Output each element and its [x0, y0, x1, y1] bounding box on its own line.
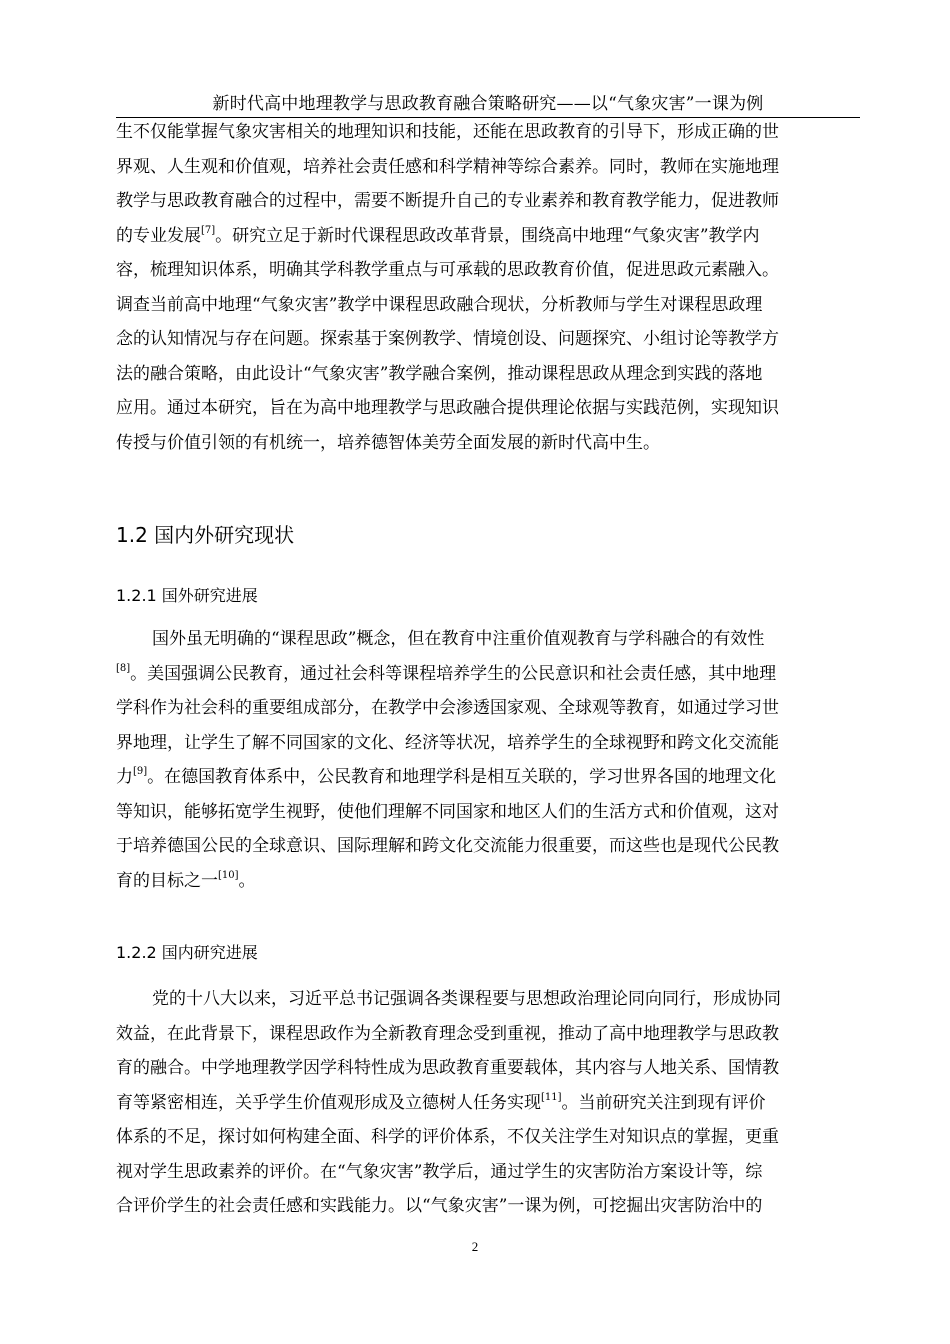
paragraph-foreign-research	[116, 622, 862, 898]
text-line: 应用。通过本研究，旨在为高中地理教学与思政融合提供理论依据与实践范例，实现知识	[116, 398, 779, 418]
citation-ref: [7]	[201, 224, 216, 236]
text-fragment: 力	[116, 767, 133, 787]
citation-ref: [10]	[218, 869, 239, 881]
text-fragment: 的专业发展	[116, 225, 201, 246]
citation-ref: [11]	[541, 1091, 562, 1103]
section-heading-1-2: 1.2 国内外研究现状	[116, 523, 295, 547]
text-line: 容，梳理知识体系，明确其学科教学重点与可承载的思政教育价值，促进思政元素融入。	[116, 260, 779, 280]
text-line	[116, 864, 862, 899]
citation-ref: [9]	[133, 766, 148, 777]
text-fragment: 。美国强调公民教育，通过社会科等课程培养学生的公民意识和社会责任感，其中地理	[130, 663, 777, 684]
text-fragment: 育的目标之一	[116, 870, 218, 891]
text-line	[116, 1086, 862, 1121]
text-fragment: 。当前研究关注到现有评价	[561, 1092, 766, 1113]
text-line: 合评价学生的社会责任感和实践能力。以“气象灾害”一课为例，可挖掘出灾害防治中的	[116, 1196, 763, 1216]
text-line: 于培养德国公民的全球意识、国际理解和跨文化交流能力很重要，而这些也是现代公民教	[116, 836, 779, 856]
text-fragment: 。研究立足于新时代课程思政改革背景，围绕高中地理“气象灾害”教学内	[215, 225, 760, 246]
citation-ref: [8]	[116, 662, 131, 674]
section-heading-1-2-2: 1.2.2 国内研究进展	[116, 943, 258, 962]
text-line: 教学与思政教育融合的过程中，需要不断提升自己的专业素养和教育教学能力，促进教师	[116, 191, 779, 211]
section-heading-1-2-1: 1.2.1 国外研究进展	[116, 586, 258, 605]
text-line: 党的十八大以来，习近平总书记强调各类课程要与思想政治理论同向同行，形成协同	[152, 989, 781, 1009]
text-line: 传授与价值引领的有机统一，培养德智体美劳全面发展的新时代高中生。	[116, 432, 660, 453]
text-line: 视对学生思政素养的评价。在“气象灾害”教学后，通过学生的灾害防治方案设计等，综	[116, 1161, 763, 1182]
text-line: 效益，在此背景下，课程思政作为全新教育理念受到重视，推动了高中地理教学与思政教	[116, 1023, 779, 1044]
text-line: 调查当前高中地理“气象灾害”教学中课程思政融合现状，分析教师与学生对课程思政理	[116, 294, 763, 315]
page-header: 新时代高中地理教学与思政教育融合策略研究——以“气象灾害”一课为例	[116, 94, 860, 118]
text-line: 育的融合。中学地理教学因学科特性成为思政教育重要载体，其内容与人地关系、国情教	[116, 1058, 779, 1078]
text-line: 念的认知情况与存在问题。探索基于案例教学、情境创设、问题探究、小组讨论等教学方	[116, 329, 779, 349]
page-number: 2	[471, 1239, 479, 1254]
text-line	[116, 657, 862, 692]
text-line: 界观、人生观和价值观，培养社会责任感和科学精神等综合素养。同时，教师在实施地理	[116, 156, 779, 177]
text-line: 界地理，让学生了解不同国家的文化、经济等状况，培养学生的全球视野和跨文化交流能	[116, 732, 779, 753]
text-fragment: 育等紧密相连，关乎学生价值观形成及立德树人任务实现	[116, 1092, 541, 1113]
text-fragment: 。在德国教育体系中，公民教育和地理学科是相互关联的，学习世界各国的地理文化	[147, 767, 777, 787]
text-fragment: 。	[238, 870, 256, 891]
text-line: 等知识，能够拓宽学生视野，使他们理解不同国家和地区人们的生活方式和价值观，这对	[116, 801, 779, 822]
text-line: 学科作为社会科的重要组成部分，在教学中会渗透国家观、全球观等教育，如通过学习世	[116, 698, 779, 718]
text-line: 生不仅能掌握气象灾害相关的地理知识和技能，还能在思政教育的引导下，形成正确的世	[116, 122, 779, 142]
paragraph-intro-continued	[116, 115, 862, 460]
text-line	[116, 760, 862, 795]
text-line: 法的融合策略，由此设计“气象灾害”教学融合案例，推动课程思政从理念到实践的落地	[116, 363, 763, 384]
text-line: 体系的不足，探讨如何构建全面、科学的评价体系，不仅关注学生对知识点的掌握，更重	[116, 1127, 779, 1147]
paragraph-domestic-research	[116, 982, 862, 1224]
text-line: 国外虽无明确的“课程思政”概念，但在教育中注重价值观教育与学科融合的有效性	[152, 629, 765, 649]
text-line	[116, 219, 862, 254]
